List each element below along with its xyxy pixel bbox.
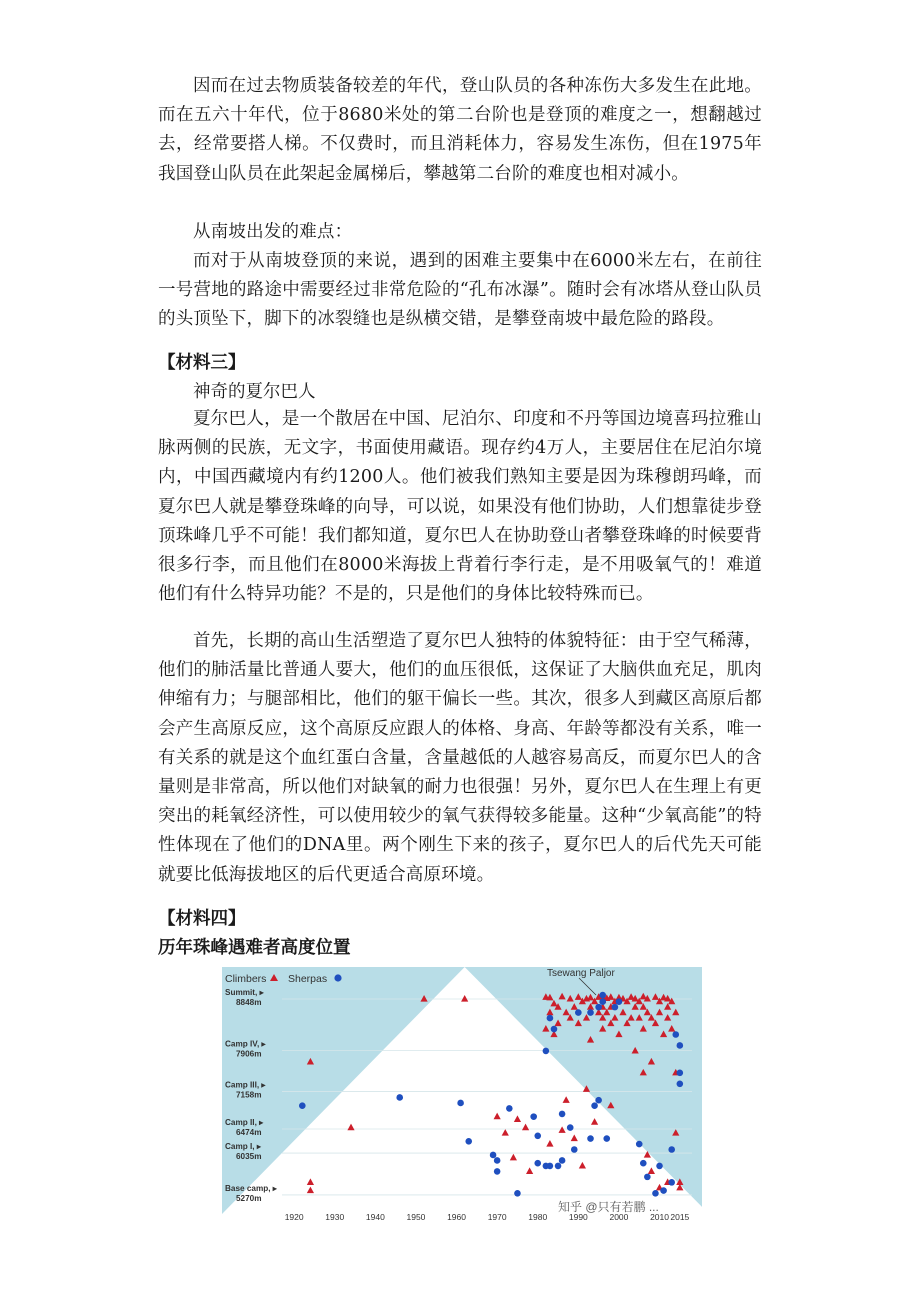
y-tick-label-0: Summit, ▸ [225, 988, 264, 998]
y-tick-value-5: 5270m [236, 1193, 262, 1203]
sherpa-point-41 [672, 1031, 679, 1038]
y-tick-value-1: 7906m [236, 1049, 262, 1059]
x-tick-label-0: 1920 [284, 1212, 304, 1222]
sherpa-point-42 [677, 1042, 684, 1049]
y-tick-label-3: Camp II, ▸ [225, 1118, 264, 1128]
legend-sherpas-marker [334, 974, 341, 981]
paragraph-sherpa-physiology: 首先，长期的高山生活塑造了夏尔巴人独特的体貌特征：由于空气稀薄，他们的肺活量比普通人要大，他们的血压很低，这保证了大脑供血充足，肌肉伸缩有力；与腿部相比，他们的躯干偏长一些。其次，很多人到藏区高原后都会产生高原反应，这个高原反应跟人的体格、身高、年龄等都没有关系，唯一有关系的就是这个血红蛋白含量，含量越低的人越容易高反，而夏尔巴人的含量则是非常高，所以他们对缺氧的耐力也很强！另外，夏尔巴人在生理上有更突出的耗氧经济性，可以使用较少的氧气获得较多能量。这种“少氧高能”的特性体现在了他们的DNA里。两个刚生下来的孩子，夏尔巴人的后代先天可能就要比低海拔地区的后代更适合高原环境。 [158, 631, 762, 885]
sherpa-point-14 [547, 1163, 554, 1170]
y-tick-label-4: Camp I, ▸ [225, 1142, 261, 1152]
x-tick-label-10: 2015 [670, 1212, 690, 1222]
y-tick-value-0: 8848m [236, 998, 262, 1008]
chart-title: 历年珠峰遇难者高度位置 [158, 938, 351, 958]
x-tick-label-7: 1990 [568, 1212, 588, 1222]
y-tick-label-5: Base camp, ▸ [225, 1183, 277, 1193]
paragraph-sherpa-intro: 夏尔巴人，是一个散居在中国、尼泊尔、印度和不丹等国边境喜玛拉雅山脉两侧的民族，无文字，书面使用藏语。现存约4万人，主要居住在尼泊尔境内，中国西藏境内有约1200人。他们被我们熟知主要是因为珠穆朗玛峰，而夏尔巴人就是攀登珠峰的向导，可以说，如果没有他们协助，人们想靠徒步登顶珠峰几乎不可能！我们都知道，夏尔巴人在协助登山者攀登珠峰的时候要背很多行李，而且他们在8000米海拔上背着行李行走，是不用吸氧气的！难道他们有什么特异功能？不是的，只是他们的身体比较特殊而已。 [158, 409, 762, 605]
subheading-sherpa: 神奇的夏尔巴人 [193, 382, 316, 402]
sherpa-point-35 [644, 1174, 651, 1181]
sherpa-point-39 [677, 1080, 684, 1087]
sherpa-point-11 [534, 1160, 541, 1167]
paragraph-south-heading: 从南坡出发的难点： [193, 222, 353, 242]
x-tick-label-8: 2000 [609, 1212, 629, 1222]
sherpa-point-0 [299, 1102, 306, 1109]
section-heading-material-4: 【材料四】 [158, 909, 246, 929]
sherpa-point-3 [465, 1138, 472, 1145]
sherpa-point-36 [652, 1190, 659, 1197]
x-tick-label-9: 2010 [650, 1212, 669, 1222]
x-tick-label-6: 1980 [528, 1212, 548, 1222]
y-tick-value-2: 7158m [236, 1090, 262, 1100]
death-altitude-scatter-chart [222, 967, 702, 1223]
sherpa-point-21 [571, 1146, 578, 1153]
x-tick-label-5: 1970 [487, 1212, 507, 1222]
sherpa-point-16 [551, 1026, 558, 1033]
legend-sherpas-label: Sherpas [288, 973, 328, 985]
sherpa-point-18 [559, 1157, 566, 1164]
sherpa-point-29 [599, 992, 606, 999]
y-tick-value-3: 6474m [236, 1128, 262, 1138]
watermark-text: 知乎 @只有若鹏 ... [558, 1200, 659, 1214]
sherpa-point-38 [668, 1179, 675, 1186]
sherpa-point-1 [396, 1094, 403, 1101]
sherpa-point-37 [660, 1187, 667, 1194]
y-tick-label-2: Camp III, ▸ [225, 1080, 266, 1090]
sherpa-point-4 [490, 1152, 497, 1159]
x-tick-label-2: 1940 [365, 1212, 385, 1222]
annotation-tsewang-paljor: Tsewang Paljor [547, 968, 615, 979]
sherpa-point-10 [534, 1133, 541, 1140]
sherpa-point-17 [555, 1163, 562, 1170]
sherpa-point-20 [567, 1124, 574, 1131]
sherpa-point-30 [603, 1135, 610, 1142]
sherpa-point-2 [457, 1100, 464, 1107]
sherpa-point-32 [616, 998, 623, 1005]
paragraph-south-face: 而对于从南坡登顶的来说，遇到的困难主要集中在6000米左右，在前往一号营地的路途中需要经过非常危险的“孔布冰瀑”。随时会有冰塔从登山队员的头顶坠下，脚下的冰裂缝也是纵横交错，是攀登南坡中最危险的路段。 [158, 251, 762, 330]
sherpa-point-44 [668, 1146, 675, 1153]
sherpa-point-26 [595, 1097, 602, 1104]
sherpa-point-9 [530, 1113, 537, 1120]
sherpa-point-27 [595, 1004, 602, 1011]
paragraph-north-face: 因而在过去物质装备较差的年代，登山队员的各种冻伤大多发生在此地。而在五六十年代，位于8680米处的第二台阶也是登顶的难度之一，想翻越过去，经常要搭人梯。不仅费时，而且消耗体力，容易发生冻伤，但在1975年我国登山队员在此架起金属梯后，攀越第二台阶的难度也相对减小。 [158, 76, 762, 184]
x-tick-label-1: 1930 [325, 1212, 345, 1222]
sherpa-point-19 [559, 1111, 566, 1118]
x-tick-label-4: 1960 [447, 1212, 467, 1222]
y-tick-value-4: 6035m [236, 1152, 262, 1162]
sherpa-point-28 [599, 998, 606, 1005]
sherpa-point-7 [506, 1105, 513, 1112]
sherpa-point-23 [587, 1009, 594, 1016]
sherpa-point-40 [677, 1070, 684, 1077]
sherpa-point-24 [587, 1135, 594, 1142]
sherpa-point-13 [543, 1048, 550, 1055]
sherpa-point-8 [514, 1190, 521, 1197]
sherpa-point-33 [636, 1141, 643, 1148]
sherpa-point-15 [547, 1015, 554, 1022]
section-heading-material-3: 【材料三】 [158, 353, 246, 373]
legend-climbers-label: Climbers [225, 973, 267, 985]
sherpa-point-22 [575, 1009, 582, 1016]
sherpa-point-43 [656, 1163, 663, 1170]
sherpa-point-31 [612, 1004, 619, 1011]
sherpa-point-6 [494, 1168, 501, 1175]
sherpa-point-5 [494, 1157, 501, 1164]
y-tick-label-1: Camp IV, ▸ [225, 1039, 266, 1049]
sherpa-point-25 [591, 1102, 598, 1109]
x-tick-label-3: 1950 [406, 1212, 426, 1222]
sherpa-point-34 [640, 1160, 647, 1167]
